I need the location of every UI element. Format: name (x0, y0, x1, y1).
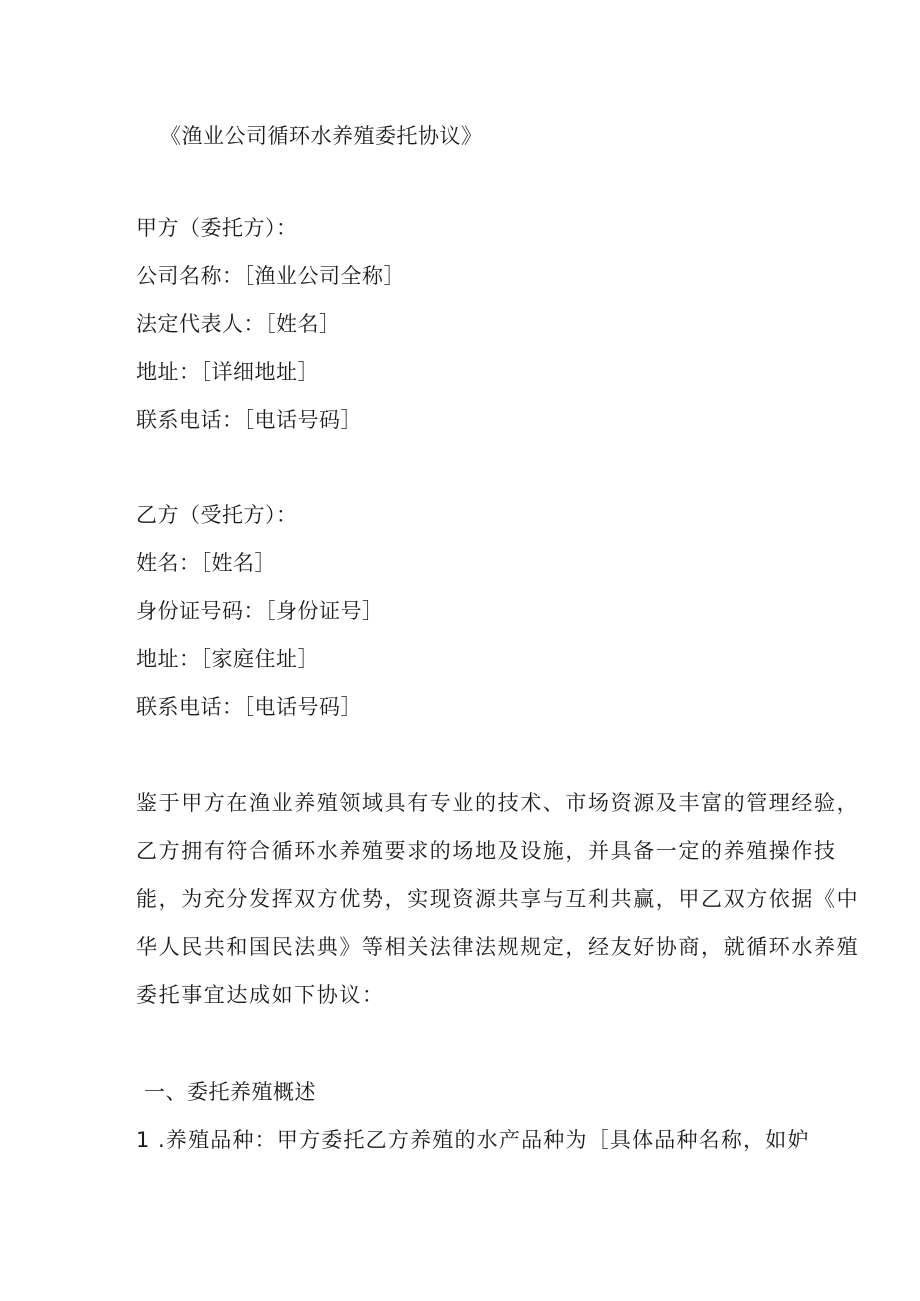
party-b-id-number: 身份证号码：［身份证号］ (136, 599, 384, 623)
preamble-line: 乙方拥有符合循环水养殖要求的场地及设施，并具备一定的养殖操作技 (136, 839, 837, 863)
party-a-phone: 联系电话：［电话号码］ (136, 408, 362, 432)
section-item (136, 1126, 810, 1154)
item-number: 1 (136, 1128, 151, 1152)
preamble-line: 委托事宜达成如下协议： (136, 983, 385, 1007)
party-a-address: 地址：［详细地址］ (136, 360, 319, 384)
item-text: .养殖品种：甲方委托乙方养殖的水产品种为［具体品种名称，如妒 (158, 1128, 810, 1152)
party-a-legal-rep: 法定代表人：［姓名］ (136, 312, 341, 336)
preamble-line: 华人民共和国民法典》等相关法律法规规定，经友好协商，就循环水养殖 (136, 935, 860, 959)
section-title: 一、委托养殖概述 (144, 1080, 316, 1104)
party-a-company-name: 公司名称：［渔业公司全称］ (136, 264, 405, 288)
party-b-address: 地址：［家庭住址］ (136, 647, 319, 671)
preamble-line: 能，为充分发挥双方优势，实现资源共享与互利共赢，甲乙双方依据《中 (136, 887, 860, 911)
party-b-name: 姓名：［姓名］ (136, 551, 276, 575)
party-b-phone: 联系电话：［电话号码］ (136, 695, 362, 719)
document-title: 《渔业公司循环水养殖委托协议》 (160, 124, 483, 148)
party-a-heading: 甲方（委托方）： (136, 216, 298, 240)
preamble-line: 鉴于甲方在渔业养殖领域具有专业的技术、市场资源及丰富的管理经验， (136, 791, 860, 815)
party-b-heading: 乙方（受托方）： (136, 503, 298, 527)
